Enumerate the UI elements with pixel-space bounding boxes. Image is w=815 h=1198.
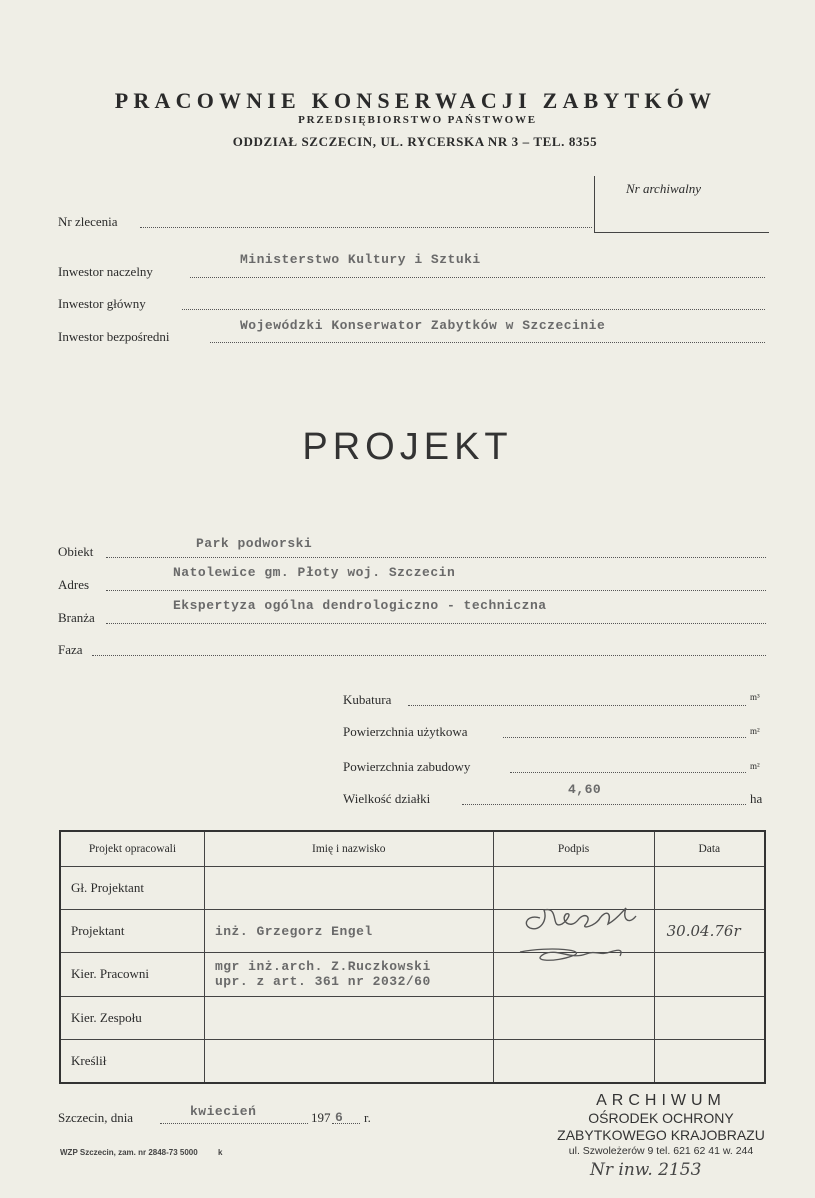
volume-unit: m³ (750, 692, 760, 702)
role-cell: Gł. Projektant (60, 867, 204, 910)
archive-number-label: Nr archiwalny (626, 181, 701, 196)
date-month-line (160, 1123, 308, 1124)
date-month-value: kwiecień (190, 1104, 257, 1119)
name-line-2: upr. z art. 361 nr 2032/60 (214, 974, 431, 990)
date-cell (654, 1039, 765, 1083)
chief-investor-value: Ministerstwo Kultury i Sztuki (240, 252, 481, 267)
branch-line (106, 623, 766, 624)
direct-investor-label: Inwestor bezpośredni (58, 329, 170, 344)
archive-stamp-address: ul. Szwoleżerów 9 tel. 621 62 41 w. 244 (568, 1145, 754, 1157)
signature-ruczkowski (520, 949, 621, 960)
archive-stamp-title: ARCHIWUM (596, 1092, 726, 1109)
table-row (60, 996, 765, 1039)
address-line (106, 590, 766, 591)
date-cell (654, 867, 765, 910)
print-footer-mark: k (217, 1148, 223, 1157)
address-value: Natolewice gm. Płoty woj. Szczecin (173, 565, 456, 580)
handwritten-signatures (500, 890, 670, 985)
table-header-row (60, 831, 765, 867)
date-suffix: r. (364, 1110, 371, 1125)
organization-branch: ODDZIAŁ SZCZECIN, UL. RYCERSKA NR 3 – TEL. 8355 (232, 134, 598, 149)
signature-engel (526, 908, 636, 929)
role-cell: Projektant (60, 910, 204, 953)
name-cell (204, 1039, 493, 1083)
order-number-line (140, 227, 592, 228)
name-cell (204, 867, 493, 910)
volume-label: Kubatura (343, 692, 392, 707)
usable-area-line (503, 737, 746, 738)
plot-size-line (462, 804, 746, 805)
archive-stamp-line-3: ZABYTKOWEGO KRAJOBRAZU (557, 1127, 765, 1143)
name-cell: inż. Grzegorz Engel (204, 910, 493, 953)
direct-investor-line (210, 342, 765, 343)
chief-investor-label: Inwestor naczelny (58, 264, 153, 279)
role-cell: Kier. Pracowni (60, 953, 204, 996)
organization-type: PRZEDSIĘBIORSTWO PAŃSTWOWE (298, 114, 537, 126)
object-line (106, 557, 766, 558)
phase-label: Faza (58, 642, 83, 657)
chief-investor-line (190, 277, 765, 278)
date-cell (654, 910, 765, 953)
main-investor-line (182, 309, 765, 310)
date-cell (654, 953, 765, 996)
header-role: Projekt opracowali (60, 831, 204, 867)
name-line-1: mgr inż.arch. Z.Ruczkowski (214, 959, 431, 975)
name-cell (204, 996, 493, 1039)
print-footer (60, 1148, 222, 1157)
document-title: PROJEKT (302, 426, 513, 468)
object-label: Obiekt (58, 544, 94, 559)
date-year-prefix: 197 (311, 1110, 331, 1125)
role-cell: Kier. Zespołu (60, 996, 204, 1039)
handwritten-date: 30.04.76r (666, 922, 741, 941)
order-number-label: Nr zlecenia (58, 214, 118, 229)
built-area-line (510, 772, 746, 773)
inventory-number-note: Nr inw. 2153 (590, 1160, 702, 1180)
direct-investor-value: Wojewódzki Konserwator Zabytków w Szczecinie (240, 318, 606, 333)
date-year-line (332, 1123, 360, 1124)
volume-line (408, 705, 746, 706)
plot-size-label: Wielkość działki (343, 791, 431, 806)
table-row (60, 1039, 765, 1083)
plot-size-unit: ha (750, 791, 763, 806)
branch-value: Ekspertyza ogólna dendrologiczno - techniczna (173, 598, 547, 613)
date-cell (654, 996, 765, 1039)
usable-area-label: Powierzchnia użytkowa (343, 724, 468, 739)
branch-label: Branża (58, 610, 95, 625)
print-footer-text: WZP Szczecin, zam. nr 2848-73 5000 (60, 1148, 198, 1157)
archive-stamp-line-2: OŚRODEK OCHRONY (588, 1110, 734, 1126)
date-year-digit: 6 (335, 1110, 344, 1125)
phase-line (92, 655, 766, 656)
address-label: Adres (58, 577, 90, 592)
organization-name: PRACOWNIE KONSERWACJI ZABYTKÓW (114, 88, 717, 113)
built-area-label: Powierzchnia zabudowy (343, 759, 471, 774)
signature-cell (493, 1039, 654, 1083)
signature-cell (493, 996, 654, 1039)
header-date: Data (654, 831, 765, 867)
main-investor-label: Inwestor główny (58, 296, 146, 311)
name-cell (204, 953, 493, 996)
header-name: Imię i nazwisko (204, 831, 493, 867)
object-value: Park podworski (196, 536, 313, 551)
archive-stamp (536, 1092, 786, 1159)
built-area-unit: m² (750, 761, 760, 771)
header-signature: Podpis (493, 831, 654, 867)
plot-size-value: 4,60 (568, 782, 602, 797)
role-cell: Kreślił (60, 1039, 204, 1083)
usable-area-unit: m² (750, 726, 760, 736)
place-date-label: Szczecin, dnia (58, 1110, 134, 1125)
